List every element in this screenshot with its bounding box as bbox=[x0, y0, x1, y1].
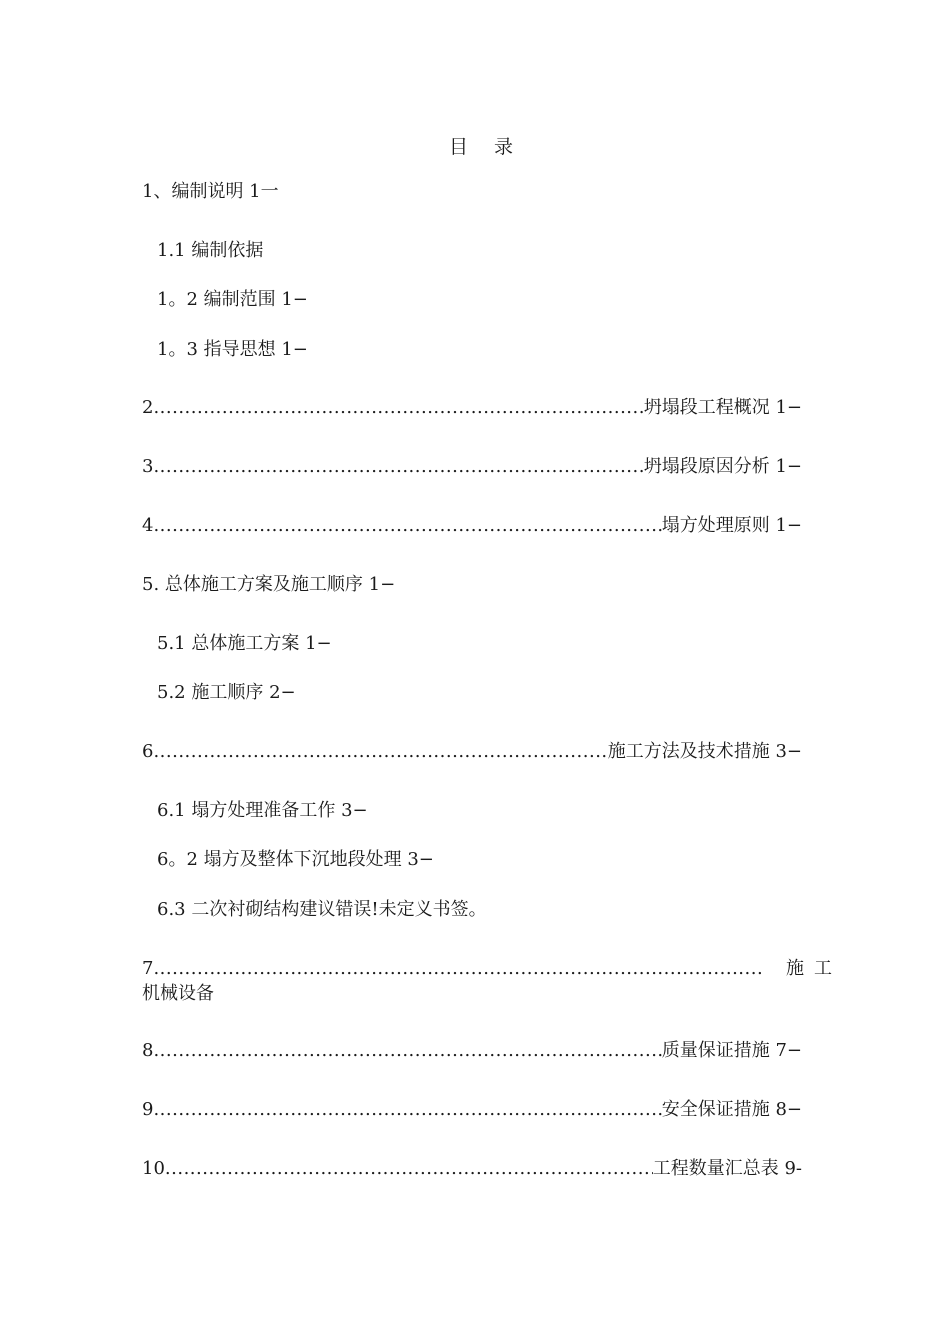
dot-leader bbox=[153, 956, 764, 981]
toc-entry-label: 坍塌段工程概况 1− bbox=[643, 397, 802, 418]
toc-entry-number: 10 bbox=[142, 1158, 165, 1179]
dot-leader bbox=[153, 1098, 661, 1122]
dot-leader bbox=[165, 1157, 653, 1181]
toc-entry-label: 施工 bbox=[786, 958, 842, 979]
toc-entry-10[interactable] bbox=[142, 1157, 802, 1181]
toc-entry-label: 安全保证措施 8− bbox=[661, 1099, 802, 1120]
toc-title: 目 录 bbox=[448, 136, 524, 158]
toc-entry-1-2[interactable]: 1。2 编制范围 1− bbox=[157, 289, 308, 310]
toc-entry-number: 6 bbox=[142, 741, 154, 762]
dot-leader bbox=[153, 740, 607, 764]
toc-entry-1[interactable]: 1、编制说明 1一 bbox=[142, 181, 279, 202]
toc-entry-1-3[interactable]: 1。3 指导思想 1− bbox=[157, 339, 308, 360]
toc-entry-6-3[interactable]: 6.3 二次衬砌结构建议错误!未定义书签。 bbox=[157, 899, 487, 920]
dot-leader bbox=[153, 455, 643, 479]
toc-entry-7-line-2: 机械设备 bbox=[142, 983, 214, 1004]
toc-entry-label: 坍塌段原因分析 1− bbox=[643, 456, 802, 477]
toc-entry-3[interactable] bbox=[142, 455, 802, 479]
toc-entry-7-line-1 bbox=[142, 956, 842, 981]
toc-entry-number: 8 bbox=[142, 1040, 154, 1061]
toc-entry-number: 4 bbox=[142, 515, 154, 536]
toc-entry-5[interactable]: 5. 总体施工方案及施工顺序 1− bbox=[142, 574, 396, 595]
toc-entry-label: 质量保证措施 7− bbox=[661, 1040, 802, 1061]
toc-entry-8[interactable] bbox=[142, 1039, 802, 1063]
dot-leader bbox=[153, 396, 643, 420]
toc-entry-number: 2 bbox=[142, 397, 154, 418]
toc-entry-9[interactable] bbox=[142, 1098, 802, 1122]
toc-entry-6-2[interactable]: 6。2 塌方及整体下沉地段处理 3− bbox=[157, 849, 434, 870]
toc-entry-label: 工程数量汇总表 9- bbox=[652, 1158, 802, 1179]
dot-leader bbox=[153, 514, 661, 538]
toc-entry-2[interactable] bbox=[142, 396, 802, 420]
toc-entry-7[interactable] bbox=[142, 956, 842, 1006]
toc-entry-4[interactable] bbox=[142, 514, 802, 538]
toc-entry-1-1[interactable]: 1.1 编制依据 bbox=[157, 240, 264, 261]
toc-entry-5-1[interactable]: 5.1 总体施工方案 1− bbox=[157, 633, 332, 654]
dot-leader bbox=[153, 1039, 661, 1063]
toc-entry-5-2[interactable]: 5.2 施工顺序 2− bbox=[157, 682, 296, 703]
toc-entry-6-1[interactable]: 6.1 塌方处理准备工作 3− bbox=[157, 800, 368, 821]
toc-entry-number: 3 bbox=[142, 456, 154, 477]
toc-entry-label: 塌方处理原则 1− bbox=[661, 515, 802, 536]
toc-entry-6[interactable] bbox=[142, 740, 802, 764]
toc-entry-label: 施工方法及技术措施 3− bbox=[607, 741, 802, 762]
toc-entry-number: 7 bbox=[142, 958, 154, 979]
toc-entry-number: 9 bbox=[142, 1099, 154, 1120]
